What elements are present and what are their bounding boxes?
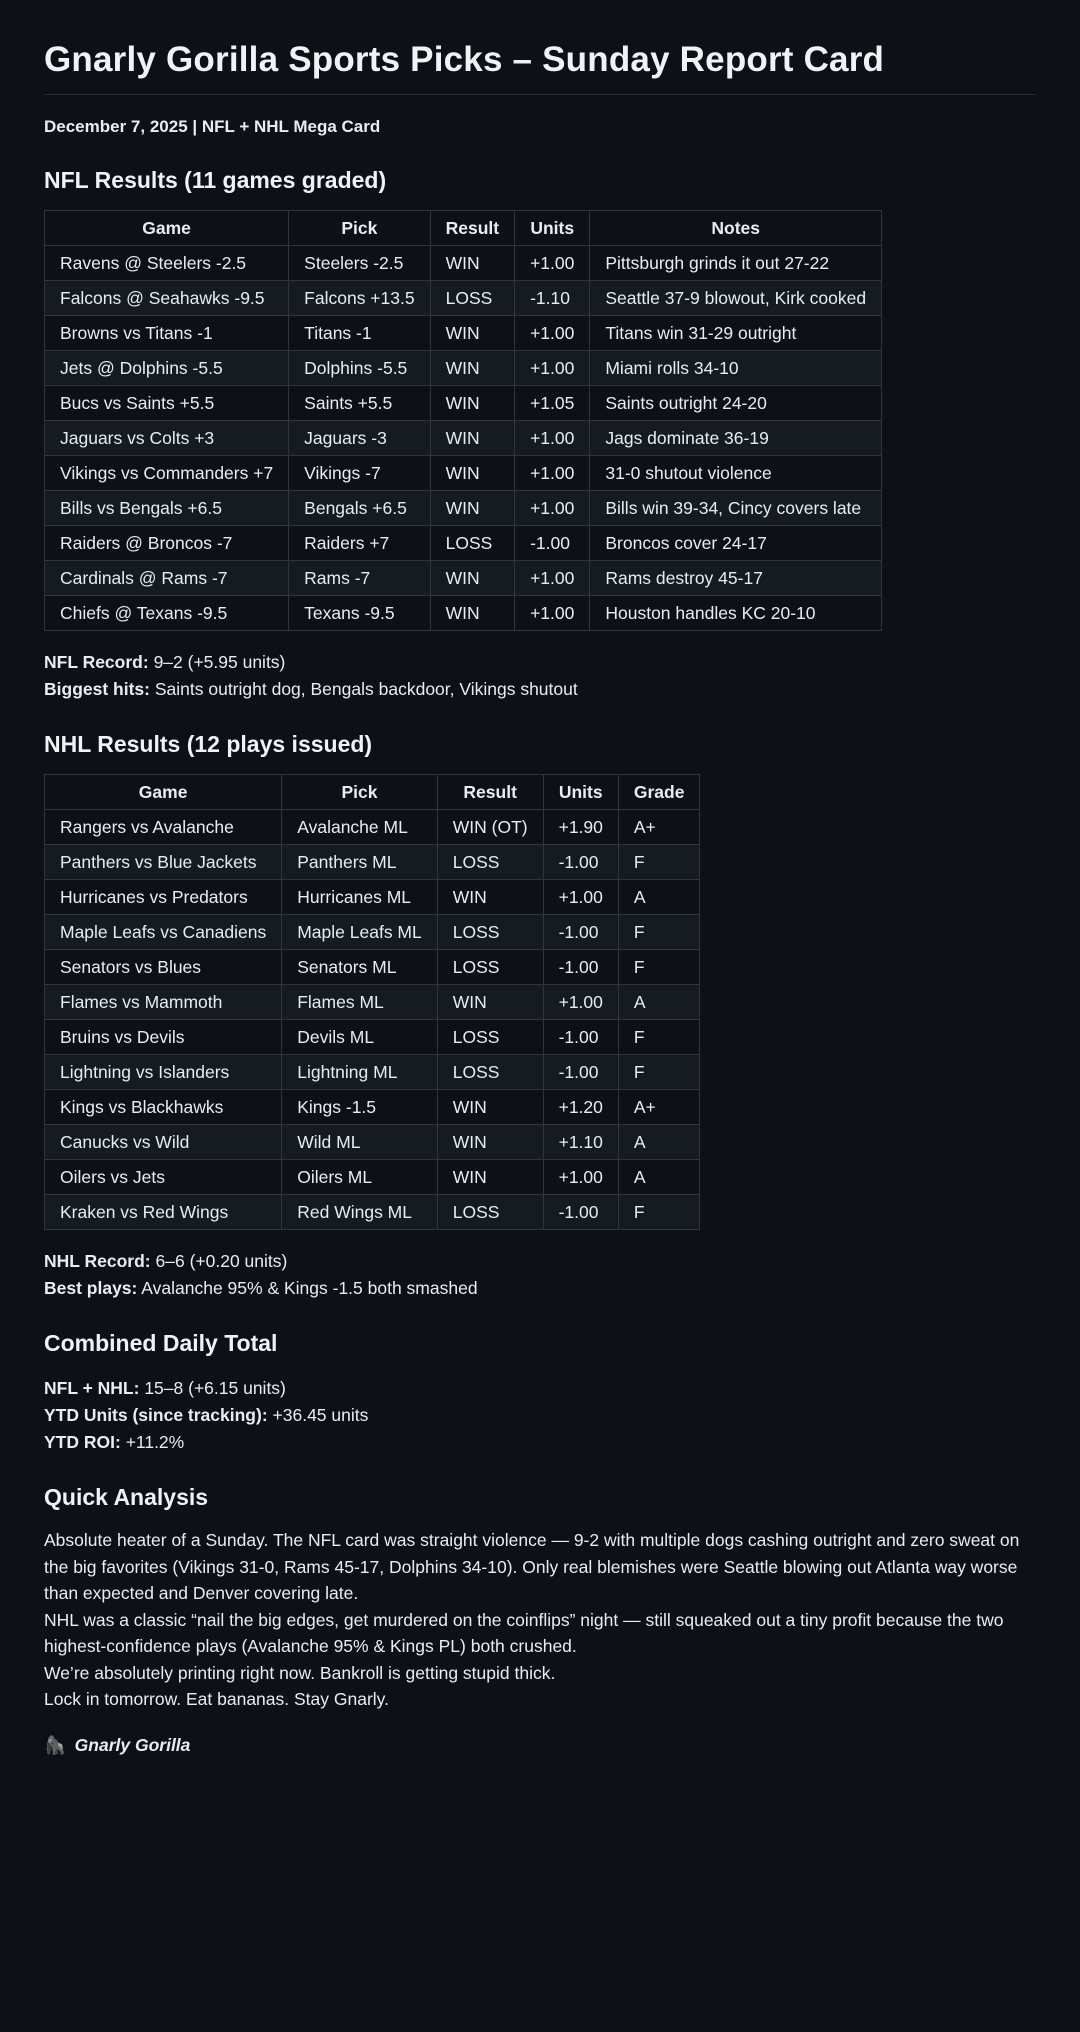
table-cell: WIN [437,985,543,1020]
nhl-results-table [44,774,700,1230]
table-cell: Kings vs Blackhawks [45,1090,282,1125]
table-cell: -1.00 [543,1195,618,1230]
table-cell: A [618,1160,700,1195]
column-header: Game [45,211,289,246]
table-cell: WIN [437,1125,543,1160]
nfl-record-label: NFL Record: [44,652,149,672]
nfl-record-value: 9–2 (+5.95 units) [153,652,286,672]
table-cell: LOSS [437,845,543,880]
table-cell: LOSS [437,1055,543,1090]
nfl-heading: NFL Results (11 games graded) [44,167,387,193]
table-cell: Maple Leafs vs Canadiens [45,915,282,950]
table-cell: Rams destroy 45-17 [590,561,882,596]
ytd-units [44,1402,1036,1429]
table-cell: Oilers ML [282,1160,438,1195]
table-row [45,421,882,456]
table-cell: 31-0 shutout violence [590,456,882,491]
nfl-summary [44,649,1036,703]
ytd-roi [44,1429,1036,1456]
table-cell: Kraken vs Red Wings [45,1195,282,1230]
combined-heading: Combined Daily Total [44,1330,278,1356]
table-cell: F [618,845,700,880]
table-cell: A [618,985,700,1020]
table-row [45,950,700,985]
table-cell: LOSS [437,915,543,950]
table-cell: LOSS [437,950,543,985]
table-cell: +1.00 [515,561,590,596]
nfl-results-table [44,210,882,631]
table-cell: WIN [437,880,543,915]
table-cell: Flames ML [282,985,438,1020]
table-cell: Flames vs Mammoth [45,985,282,1020]
analysis-paragraph: NHL was a classic “nail the big edges, get murdered on the coinflips” night — still squeaked out a tiny profit because the two highest-confidence plays (Avalanche 95% & Kings PL) both crushed. [44,1609,1004,1656]
gorilla-icon: 🦍 [44,1734,66,1755]
table-cell: Avalanche ML [282,810,438,845]
table-cell: WIN [430,491,514,526]
table-cell: Lightning ML [282,1055,438,1090]
table-cell: -1.00 [543,950,618,985]
table-cell: Bills win 39-34, Cincy covers late [590,491,882,526]
table-cell: A [618,1125,700,1160]
table-cell: Vikings -7 [289,456,430,491]
table-cell: +1.90 [543,810,618,845]
table-row [45,1055,700,1090]
table-cell: WIN [430,386,514,421]
table-cell: Hurricanes ML [282,880,438,915]
column-header: Units [515,211,590,246]
table-row [45,456,882,491]
nfl-hits-value: Saints outright dog, Bengals backdoor, Vikings shutout [154,679,578,699]
table-cell: Rams -7 [289,561,430,596]
column-header: Pick [282,775,438,810]
table-cell: +1.00 [543,1160,618,1195]
table-cell: -1.00 [515,526,590,561]
table-cell: Oilers vs Jets [45,1160,282,1195]
table-cell: WIN [437,1160,543,1195]
table-row [45,281,882,316]
table-cell: LOSS [430,526,514,561]
nhl-heading: NHL Results (12 plays issued) [44,731,373,757]
table-cell: Cardinals @ Rams -7 [45,561,289,596]
ytd-roi-label: YTD ROI: [44,1432,121,1452]
table-row [45,596,882,631]
table-cell: Devils ML [282,1020,438,1055]
table-cell: +1.00 [515,246,590,281]
table-row [45,845,700,880]
table-row [45,810,700,845]
analysis-paragraph: Lock in tomorrow. Eat bananas. Stay Gnarly. [44,1689,389,1709]
ytd-units-label: YTD Units (since tracking): [44,1405,268,1425]
table-cell: Jets @ Dolphins -5.5 [45,351,289,386]
table-cell: A+ [618,1090,700,1125]
table-header-row [45,775,700,810]
table-header-row [45,211,882,246]
table-cell: WIN [437,1090,543,1125]
table-cell: +1.20 [543,1090,618,1125]
table-cell: +1.00 [515,596,590,631]
table-cell: Falcons +13.5 [289,281,430,316]
table-cell: Hurricanes vs Predators [45,880,282,915]
table-cell: LOSS [437,1020,543,1055]
table-cell: F [618,915,700,950]
table-row [45,880,700,915]
table-cell: Houston handles KC 20-10 [590,596,882,631]
page-subtitle: December 7, 2025 | NFL + NHL Mega Card [44,117,381,136]
table-cell: Senators ML [282,950,438,985]
table-row [45,1090,700,1125]
table-cell: Lightning vs Islanders [45,1055,282,1090]
table-row [45,1195,700,1230]
column-header: Game [45,775,282,810]
table-cell: Titans win 31-29 outright [590,316,882,351]
table-cell: F [618,1020,700,1055]
table-cell: WIN [430,246,514,281]
table-cell: Pittsburgh grinds it out 27-22 [590,246,882,281]
table-cell: Saints +5.5 [289,386,430,421]
table-cell: Texans -9.5 [289,596,430,631]
table-cell: Maple Leafs ML [282,915,438,950]
table-cell: Ravens @ Steelers -2.5 [45,246,289,281]
table-cell: WIN [430,561,514,596]
table-cell: A+ [618,810,700,845]
nfl-hits-label: Biggest hits: [44,679,150,699]
table-row [45,1160,700,1195]
nhl-record-label: NHL Record: [44,1251,151,1271]
table-cell: -1.00 [543,1055,618,1090]
table-row [45,985,700,1020]
analysis-paragraph: Absolute heater of a Sunday. The NFL card was straight violence — 9-2 with multiple dogs cashing outright and zero sweat on the big favorites (Vikings 31-0, Rams 45-17, Dolphins 34-10). Only real blemishes were Seattle blowing out Atlanta way worse than expected and Denver covering late. [44,1530,1020,1603]
table-cell: Saints outright 24-20 [590,386,882,421]
nfl-record [44,649,1036,676]
table-cell: Panthers vs Blue Jackets [45,845,282,880]
column-header: Grade [618,775,700,810]
column-header: Notes [590,211,882,246]
analysis-body [44,1527,1036,1713]
table-cell: -1.10 [515,281,590,316]
table-cell: Raiders +7 [289,526,430,561]
column-header: Result [430,211,514,246]
combined-total-label: NFL + NHL: [44,1378,140,1398]
table-row [45,915,700,950]
table-cell: Titans -1 [289,316,430,351]
table-cell: F [618,1055,700,1090]
table-cell: Canucks vs Wild [45,1125,282,1160]
table-row [45,386,882,421]
table-row [45,526,882,561]
signoff-name: Gnarly Gorilla [74,1734,191,1755]
nfl-table-body [45,246,882,631]
table-cell: Miami rolls 34-10 [590,351,882,386]
table-row [45,316,882,351]
table-cell: +1.00 [515,421,590,456]
table-cell: Dolphins -5.5 [289,351,430,386]
table-cell: +1.00 [515,316,590,351]
nhl-record [44,1248,1036,1275]
table-cell: WIN [430,316,514,351]
table-cell: +1.00 [515,351,590,386]
table-cell: -1.00 [543,845,618,880]
table-cell: Wild ML [282,1125,438,1160]
table-cell: +1.00 [515,491,590,526]
table-cell: WIN [430,456,514,491]
table-cell: Browns vs Titans -1 [45,316,289,351]
column-header: Result [437,775,543,810]
nhl-record-value: 6–6 (+0.20 units) [155,1251,288,1271]
table-cell: Falcons @ Seahawks -9.5 [45,281,289,316]
combined-summary [44,1375,1036,1456]
table-row [45,1020,700,1055]
nhl-best-label: Best plays: [44,1278,138,1298]
table-cell: Rangers vs Avalanche [45,810,282,845]
analysis-paragraph: We’re absolutely printing right now. Bankroll is getting stupid thick. [44,1662,556,1683]
nfl-biggest-hits [44,676,1036,703]
table-cell: Panthers ML [282,845,438,880]
table-cell: WIN [430,596,514,631]
table-cell: Jaguars -3 [289,421,430,456]
table-cell: LOSS [430,281,514,316]
nhl-best-plays [44,1275,1036,1302]
table-cell: +1.00 [515,456,590,491]
table-row [45,491,882,526]
nhl-table-body [45,810,700,1230]
table-cell: Chiefs @ Texans -9.5 [45,596,289,631]
table-cell: LOSS [437,1195,543,1230]
table-cell: Raiders @ Broncos -7 [45,526,289,561]
table-row [45,1125,700,1160]
combined-total [44,1375,1036,1402]
table-cell: F [618,950,700,985]
nhl-best-value: Avalanche 95% & Kings -1.5 both smashed [141,1278,478,1298]
table-row [45,561,882,596]
combined-total-value: 15–8 (+6.15 units) [144,1378,286,1398]
table-cell: Bills vs Bengals +6.5 [45,491,289,526]
table-cell: Seattle 37-9 blowout, Kirk cooked [590,281,882,316]
table-cell: Vikings vs Commanders +7 [45,456,289,491]
table-cell: Jaguars vs Colts +3 [45,421,289,456]
table-cell: Red Wings ML [282,1195,438,1230]
table-cell: +1.00 [543,880,618,915]
table-cell: -1.00 [543,1020,618,1055]
analysis-heading: Quick Analysis [44,1484,209,1510]
table-cell: Steelers -2.5 [289,246,430,281]
signoff [44,1735,1036,1756]
table-row [45,351,882,386]
table-cell: +1.10 [543,1125,618,1160]
table-cell: Broncos cover 24-17 [590,526,882,561]
table-cell: WIN (OT) [437,810,543,845]
page-title: Gnarly Gorilla Sports Picks – Sunday Report Card [44,40,1036,95]
ytd-roi-value: +11.2% [125,1432,185,1452]
table-cell: A [618,880,700,915]
table-cell: F [618,1195,700,1230]
table-cell: +1.00 [543,985,618,1020]
ytd-units-value: +36.45 units [272,1405,369,1425]
nhl-summary [44,1248,1036,1302]
table-cell: +1.05 [515,386,590,421]
table-cell: WIN [430,421,514,456]
column-header: Units [543,775,618,810]
table-cell: Kings -1.5 [282,1090,438,1125]
table-cell: Bucs vs Saints +5.5 [45,386,289,421]
table-cell: -1.00 [543,915,618,950]
table-row [45,246,882,281]
table-cell: Bruins vs Devils [45,1020,282,1055]
table-cell: Bengals +6.5 [289,491,430,526]
table-cell: Senators vs Blues [45,950,282,985]
table-cell: WIN [430,351,514,386]
column-header: Pick [289,211,430,246]
table-cell: Jags dominate 36-19 [590,421,882,456]
